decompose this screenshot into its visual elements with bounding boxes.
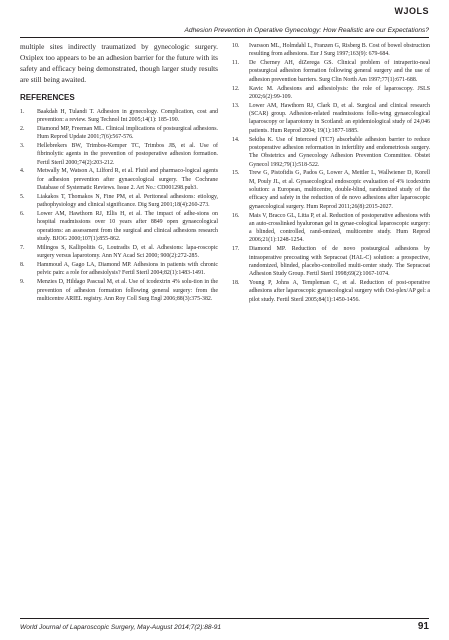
reference-item	[20, 142, 218, 167]
right-column	[232, 42, 430, 305]
reference-number: 8.	[20, 262, 25, 269]
reference-item	[20, 278, 218, 303]
reference-number: 10.	[232, 43, 240, 49]
reference-text: Mais V, Bracco GL, Litta P, et al. Reduction of postoperative adhesions with an auto-crosslinked hyaluronan gel in gynae-cological laparoscopic surgery: a blinded, controlled, rand-omized, multicentre study. Hum Reprod 2006;21(1):1248-1254.	[249, 212, 430, 244]
reference-text: Milingos S, Kallipolitis G, Loutradis D, et al. Adhesions: lapa-roscopic surgery versus laparotomy. Ann NY Acad Sci 2000; 900(2):272-285.	[37, 244, 218, 260]
reference-text: Lower AM, Hawthorn RJ, Ellis H, et al. The impact of adhe-sions on hospital readmissions over 10 years after 8849 open gynaecological operations: an assessment from the surgical and clinical adhesions research study. BJOG 2000;107(1):855-862.	[37, 211, 218, 243]
reference-text: Hammoud A, Gago LA, Diamond MP. Adhesions in patients with chronic pelvic pain: a role for adhesiolysis? Fertil Steril 2004;82(1):1483-1491.	[37, 262, 218, 277]
reference-text: Sekiba K. Use of Interceed (TC7) absorbable adhesion barrier to reduce postoperative adhesion reformation in infertility and endometriosis surgery. The Obstetrics and Gynecology Adhesion Prevention Committee. Obstet Gynecol 1992;79(1):518-522.	[249, 136, 430, 168]
reference-number: 13.	[232, 102, 240, 109]
reference-item	[232, 136, 430, 169]
reference-item	[232, 85, 430, 102]
reference-item	[232, 59, 430, 84]
reference-text: Metwally M, Watson A, Lilford R, et al. Fluid and pharmaco-logical agents for adhesion prevention after gynaecological surgery. The Cochrane Database of Systematic Reviews. Issue 2. Art No.: CD001298.pub3.	[37, 168, 218, 192]
reference-number: 12.	[232, 85, 240, 92]
reference-text: Ivarsson ML, Holmdahl L, Franzen G, Risberg B. Cost of bowel obstruction resulting from adhesions. Eur J Surg 1997;163(9): 679-684.	[249, 43, 430, 58]
reference-number: 6.	[20, 211, 25, 218]
reference-item	[20, 261, 218, 278]
reference-list-left	[20, 108, 218, 304]
reference-text: Lower AM, Hawthorn RJ, Clark D, et al. Surgical and clinical research (SCAR) group. Adhesion-related readmissions follo-wing gynaecological laparoscopy or laparotomy in Scotland: an epidemiological study of 24,046 patients. Hum Reprod 2004; 19(1):1877-1885.	[249, 102, 430, 134]
reference-item	[20, 125, 218, 142]
reference-text: Baakdah H, Tulandi T. Adhesion in gynecology. Complication, cost and prevention: a review. Surg Technol Int 2005;14(1): 185-190.	[37, 108, 218, 123]
reference-number: 9.	[20, 279, 25, 286]
footer-journal-citation: World Journal of Laparoscopic Surgery, May-August 2014;7(2):88-91	[20, 624, 222, 631]
reference-item	[232, 42, 430, 59]
reference-text: Kavic M. Adhesions and adhesiolysis: the role of laparoscopy. JSLS 2002;6(2):99-109.	[249, 85, 430, 100]
reference-number: 18.	[232, 280, 240, 287]
reference-item	[20, 167, 218, 192]
reference-text: Diamond MP, Freeman ML. Clinical implications of postsurgical adhesions. Hum Reprod Update 2001;7(6):567-576.	[37, 125, 218, 141]
reference-item	[232, 169, 430, 210]
reference-item	[20, 210, 218, 243]
reference-number: 14.	[232, 136, 240, 143]
reference-text: De Cherney AH, diZerega GS. Clinical problem of intraperito-neal postsurgical adhesion formation following general surgery and the use of adhesion prevention barriers. Surg Clin North Am 1997;77(1):671-688.	[249, 60, 430, 83]
reference-item	[232, 102, 430, 135]
reference-item	[232, 212, 430, 245]
left-column	[20, 42, 218, 304]
reference-number: 1.	[20, 108, 25, 115]
body-paragraph: multiple sites indirectly traumatized by gynecologic surgery. Oxiplex too appears to be an adhesion barrier for the future with its safety and efficacy being demonstrated, though larger study results are still being awaited.	[20, 42, 218, 84]
reference-number: 7.	[20, 244, 25, 251]
running-title: Adhesion Prevention in Operative Gynecology: How Realistic are our Expectations?	[184, 27, 429, 34]
reference-list-right	[232, 42, 430, 304]
reference-number: 2.	[20, 125, 25, 132]
page-number: 91	[417, 621, 429, 632]
reference-text: Menzies D, Hildago Pascual M, et al. Use of icodextrin 4% solu-tion in the prevention of adhesion formation following general surgery: from the multicentre ARIEL registry. Ann Roy Coll Surg Engl 2006;88(3):375-382.	[37, 279, 218, 302]
reference-text: Young P, Johns A, Templeman C, et al. Reduction of post-operative adhesions after laparoscopic gynaecological surgery with Oxi-plex/AP gel: a pilot study. Fertil Steril 2005;84(1):1450-1456.	[249, 280, 430, 303]
header-rule	[20, 37, 429, 38]
reference-item	[20, 244, 218, 261]
reference-item	[20, 108, 218, 125]
reference-text: Liakakos T, Thomakos N, Fine PM, et al. Peritoneal adhesions: etiology, pathophysiology and clinical significance. Dig Surg 2001;18(4):260-273.	[37, 193, 218, 209]
reference-number: 4.	[20, 168, 25, 175]
reference-text: Diamond MP. Reduction of de novo postsurgical adhesions by intraoperative precoating with Sepracoat (HAL-C) solution: a prospective, randomized, blinded, placebo-controlled multi-center study. The Sepracoat Adhesion Study Group. Fertil Steril 1998;69(2):1067-1074.	[249, 246, 430, 278]
reference-item	[232, 279, 430, 304]
reference-number: 5.	[20, 193, 25, 200]
reference-number: 17.	[232, 246, 240, 253]
reference-text: Trew G, Pistofidis G, Pados G, Lower A, Mettler L, Wallwiener D, Korell M, Pouly JL, et al. Gynaecological endoscopic evaluation of 4% icodextrin solution: a European, multicentre, double-blind, randomized study of the efficacy and safety in the reduction of de novo adhesions after laparoscopic gynaecological surgery. Hum Reprod 2011;26(8):2015-2027.	[249, 170, 430, 210]
journal-logo: WJOLS	[394, 6, 429, 16]
reference-item	[232, 245, 430, 278]
reference-item	[20, 193, 218, 210]
references-heading: REFERENCES	[20, 92, 75, 102]
reference-number: 11.	[232, 60, 240, 67]
reference-text: Hellebrekers BW, Trimbos-Kemper TC, Trimbos JB, et al. Use of fibrinolytic agents in the prevention of postoperative adhesion formation. Fertil Steril 2000;74(2):203-212.	[37, 143, 218, 166]
reference-number: 15.	[232, 170, 240, 177]
footer-rule	[20, 618, 429, 619]
reference-number: 3.	[20, 143, 25, 149]
reference-number: 16.	[232, 212, 240, 219]
